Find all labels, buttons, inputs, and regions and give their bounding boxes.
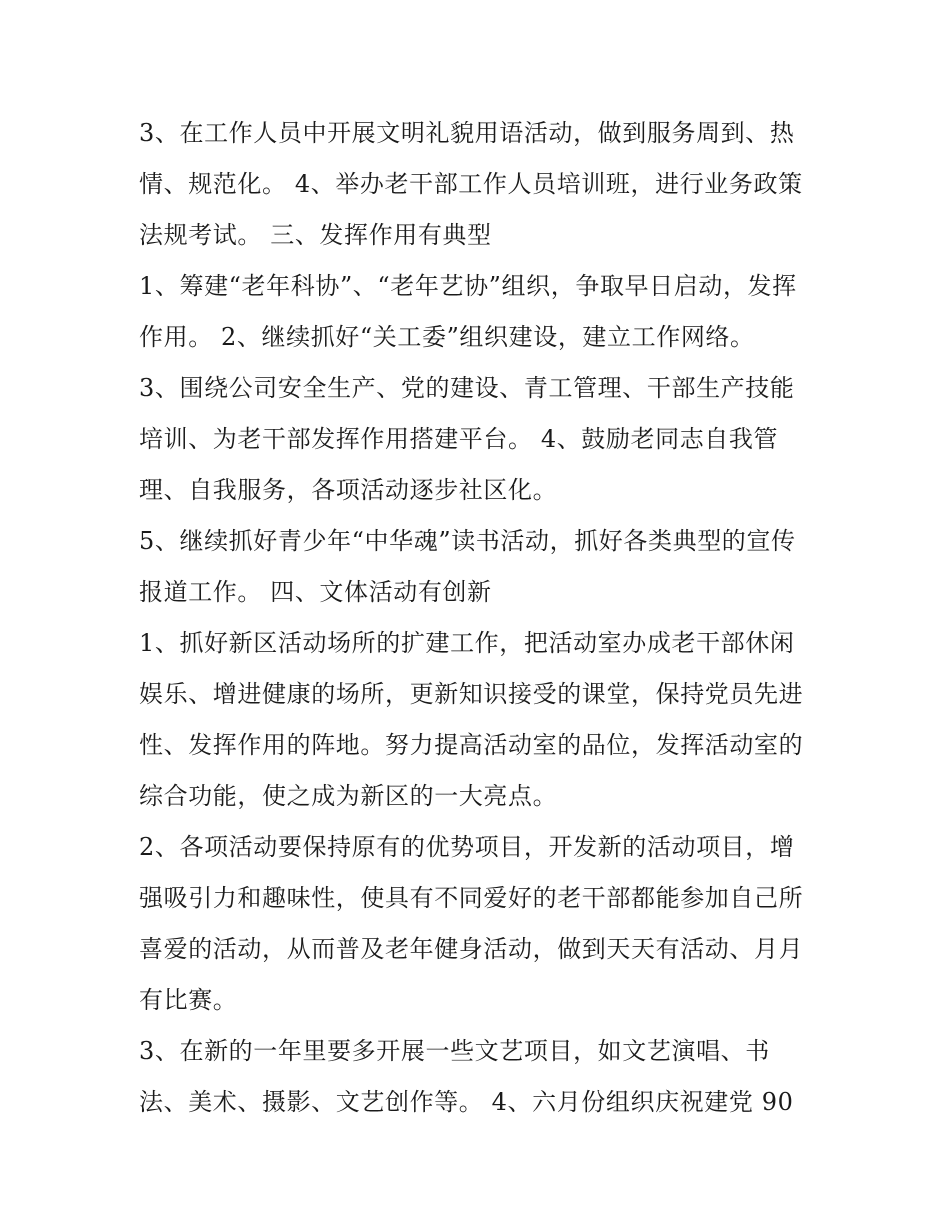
text-line: 5、继续抓好青少年“中华魂”读书活动，抓好各类典型的宣传 bbox=[139, 527, 796, 555]
text-line: 娱乐、增进健康的场所，更新知识接受的课堂，保持党员先进 bbox=[139, 680, 804, 708]
text-line: 喜爱的活动，从而普及老年健身活动，做到天天有活动、月月 bbox=[139, 935, 804, 963]
text-line: 作用。 2、继续抓好“关工委”组织建设，建立工作网络。 bbox=[139, 323, 755, 351]
text-line: 有比赛。 bbox=[139, 986, 238, 1014]
text-line: 3、围绕公司安全生产、党的建设、青工管理、干部生产技能 bbox=[139, 374, 795, 402]
text-line: 2、各项活动要保持原有的优势项目，开发新的活动项目，增 bbox=[139, 833, 795, 861]
text-line: 性、发挥作用的阵地。努力提高活动室的品位，发挥活动室的 bbox=[139, 731, 804, 759]
text-line: 理、自我服务，各项活动逐步社区化。 bbox=[139, 476, 558, 504]
text-line: 强吸引力和趣味性，使具有不同爱好的老干部都能参加自己所 bbox=[139, 884, 804, 912]
text-line: 1、抓好新区活动场所的扩建工作，把活动室办成老干部休闲 bbox=[139, 629, 795, 657]
text-line: 培训、为老干部发挥作用搭建平台。 4、鼓励老同志自我管 bbox=[139, 425, 779, 453]
text-line: 3、在工作人员中开展文明礼貌用语活动，做到服务周到、热 bbox=[139, 119, 795, 147]
text-line: 1、筹建“老年科协”、“老年艺协”组织，争取早日启动，发挥 bbox=[139, 272, 797, 300]
text-line: 综合功能，使之成为新区的一大亮点。 bbox=[139, 782, 558, 810]
text-line: 法、美术、摄影、文艺创作等。 4、六月份组织庆祝建党 90 bbox=[139, 1088, 794, 1116]
text-line: 3、在新的一年里要多开展一些文艺项目，如文艺演唱、书 bbox=[139, 1037, 770, 1065]
text-line: 情、规范化。 4、举办老干部工作人员培训班，进行业务政策 bbox=[139, 170, 803, 198]
text-line: 报道工作。 四、文体活动有创新 bbox=[139, 578, 492, 606]
document-body bbox=[139, 108, 829, 1128]
text-line: 法规考试。 三、发挥作用有典型 bbox=[139, 221, 492, 249]
